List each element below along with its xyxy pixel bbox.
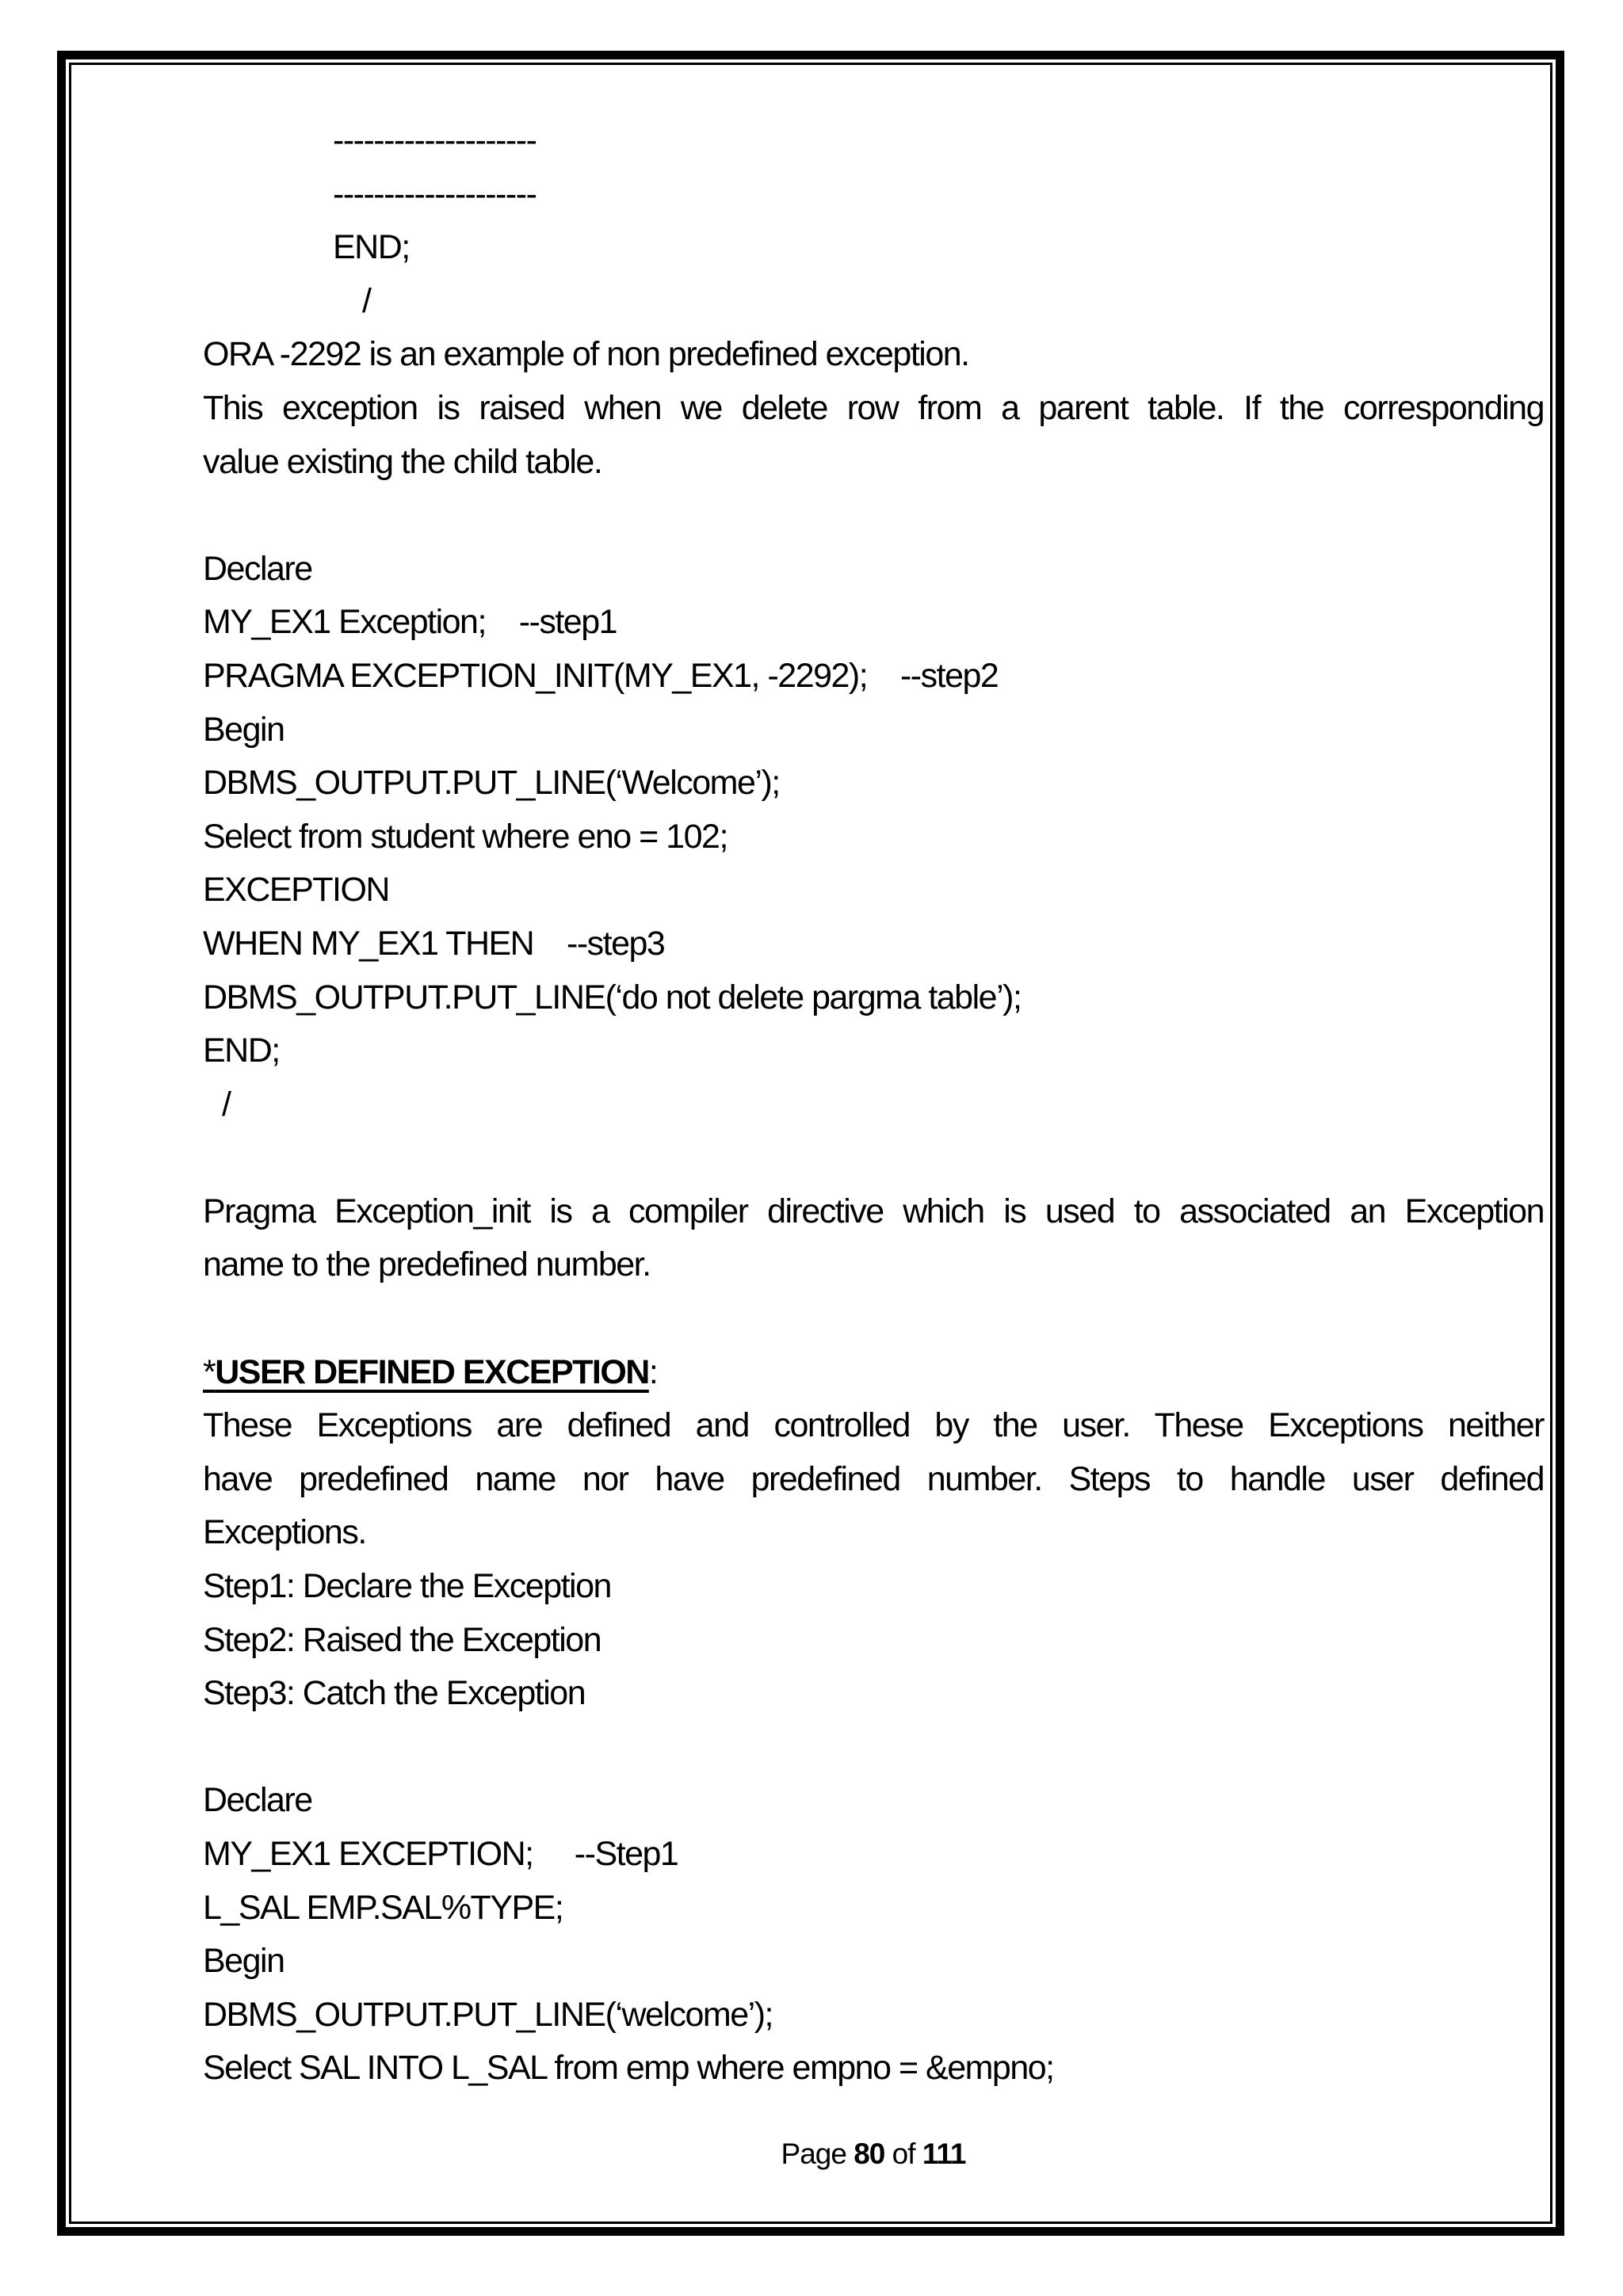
step-line: Step2: Raised the Exception: [203, 1620, 601, 1659]
footer-total-pages: 111: [922, 2138, 966, 2170]
section-heading: [203, 1346, 1544, 1400]
page-footer: [203, 2134, 1544, 2174]
code-line: Begin: [203, 710, 285, 749]
heading-colon: :: [648, 1352, 658, 1391]
blank-line: [203, 1721, 1544, 1775]
heading-underlined-text: [203, 1353, 649, 1391]
code-line: MY_EX1 Exception; --step1: [203, 603, 617, 642]
heading-asterisk: *: [203, 1352, 216, 1391]
separator-dashes: --------------------: [333, 174, 537, 213]
paragraph-line: Pragma Exception_init is a compiler directive which is used to associated an Exception: [203, 1192, 1544, 1230]
document-body: [203, 114, 1544, 2096]
footer-page-number: 80: [854, 2138, 885, 2170]
code-line: /: [222, 1085, 231, 1123]
code-line: PRAGMA EXCEPTION_INIT(MY_EX1, -2292); --step2: [203, 656, 999, 695]
code-line: DBMS_OUTPUT.PUT_LINE(‘do not delete pargma table’);: [203, 978, 1022, 1016]
blank-line: [203, 1131, 1544, 1185]
code-line: Select from student where eno = 102;: [203, 817, 727, 856]
paragraph-line: Exceptions.: [203, 1513, 366, 1552]
blank-line: [203, 489, 1544, 543]
code-line: /: [362, 281, 371, 320]
code-line: DBMS_OUTPUT.PUT_LINE(‘welcome’);: [203, 1995, 773, 2034]
code-line: DBMS_OUTPUT.PUT_LINE(‘Welcome’);: [203, 764, 780, 803]
footer-word-page: Page: [781, 2138, 854, 2170]
step-line: Step1: Declare the Exception: [203, 1567, 611, 1606]
heading-label: USER DEFINED EXCEPTION: [215, 1352, 649, 1391]
code-line: EXCEPTION: [203, 871, 389, 910]
paragraph-line: value existing the child table.: [203, 442, 602, 481]
code-line: L_SAL EMP.SAL%TYPE;: [203, 1888, 563, 1927]
code-line: MY_EX1 EXCEPTION; --Step1: [203, 1835, 678, 1873]
separator-dashes: --------------------: [333, 121, 537, 159]
paragraph-line: have predefined name nor have predefined number. Steps to handle user defined: [203, 1459, 1544, 1498]
step-line: Step3: Catch the Exception: [203, 1674, 586, 1713]
code-line: Declare: [203, 549, 312, 588]
paragraph-line: ORA -2292 is an example of non predefined exception.: [203, 335, 969, 374]
code-line: END;: [203, 1032, 280, 1070]
paragraph-line: name to the predefined number.: [203, 1245, 651, 1284]
blank-line: [203, 1292, 1544, 1346]
code-line: WHEN MY_EX1 THEN --step3: [203, 924, 665, 963]
code-line: END;: [333, 228, 410, 267]
code-line: Select SAL INTO L_SAL from emp where empno = &empno;: [203, 2049, 1054, 2088]
code-line: Begin: [203, 1942, 285, 1981]
paragraph-line: These Exceptions are defined and controlled by the user. These Exceptions neither: [203, 1406, 1544, 1445]
code-line: Declare: [203, 1781, 312, 1820]
footer-word-of: of: [884, 2138, 922, 2170]
paragraph-line: This exception is raised when we delete row from a parent table. If the corresponding: [203, 388, 1544, 427]
